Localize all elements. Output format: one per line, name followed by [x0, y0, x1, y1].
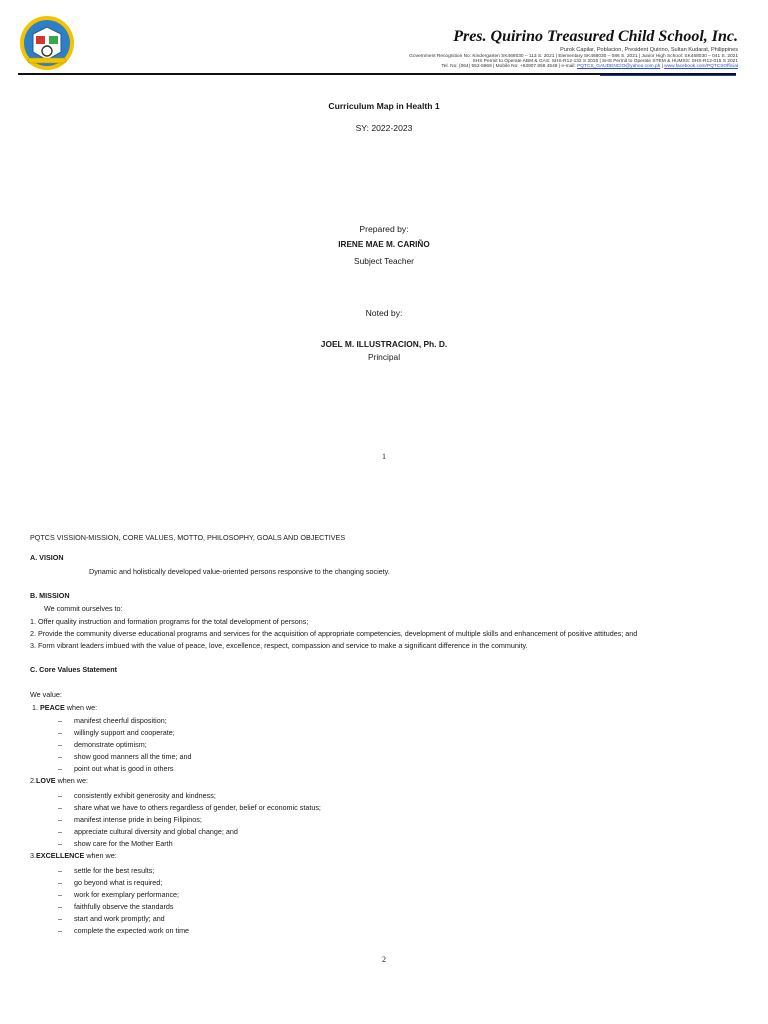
core-value-heading — [32, 703, 97, 712]
core-value-item: manifest cheerful disposition; — [74, 716, 167, 725]
core-value-item: settle for the best results; — [74, 866, 155, 875]
website-link[interactable]: www.facebook.com/PQTCSOfficial — [664, 64, 738, 70]
school-address-block — [409, 47, 738, 70]
preparer-name: IRENE MAE M. CARIÑO — [338, 240, 430, 249]
core-value-number: 2. — [30, 776, 36, 785]
school-year: SY: 2022-2023 — [355, 123, 413, 133]
core-value-heading — [30, 851, 117, 860]
address-line: Purok Capilar, Poblacion, President Quirino, Sultan Kudarat, Philippines — [560, 47, 738, 53]
core-value-item: willingly support and cooperate; — [74, 728, 175, 737]
core-value-item: manifest intense pride in being Filipinos; — [74, 815, 202, 824]
core-value-name: EXCELLENCE — [36, 851, 85, 860]
contact-prefix: Tel. No: (064) 552-5969 | Mobile No: +63907 858 4548 | e-mail: — [441, 64, 578, 70]
preparer-role: Subject Teacher — [354, 256, 414, 266]
core-value-item: show care for the Mother Earth — [74, 839, 173, 848]
core-value-item: point out what is good in others — [74, 764, 174, 773]
core-value-item: complete the expected work on time — [74, 926, 190, 935]
bullet-dash: – — [58, 752, 62, 761]
school-name: Pres. Quirino Treasured Child School, Inc. — [453, 28, 738, 45]
core-value-item: faithfully observe the standards — [74, 902, 174, 911]
bullet-dash: – — [58, 902, 62, 911]
core-values-label: C. Core Values Statement — [30, 665, 118, 674]
core-value-item: share what we have to others regardless of gender, belief or economic status; — [74, 803, 321, 812]
bullet-dash: – — [58, 926, 62, 935]
noter-role: Principal — [367, 352, 401, 362]
core-value-number: 1. — [32, 703, 40, 712]
bullet-dash: – — [58, 791, 62, 800]
noted-by-label: Noted by: — [365, 308, 403, 318]
bullet-dash: – — [58, 728, 62, 737]
email-link[interactable]: PQTCS_GAUDENCIO@yahoo.com.ph — [577, 64, 661, 70]
header-accent-line — [600, 75, 736, 76]
mission-item: 3. Form vibrant leaders imbued with the value of peace, love, excellence, respect, compassion and service to make a significant difference in the community. — [30, 641, 528, 650]
recognition-line: Government Recognition No: Kindergarten SK468030 – 113 S. 2021 | Elementary SK468030 – 086 S. 2021 | Junior High School: SK468030 – 041 S. 2021 — [409, 53, 738, 59]
contact-line — [409, 64, 738, 69]
school-logo — [18, 14, 76, 72]
core-value-item: start and work promptly; and — [74, 914, 165, 923]
core-value-item: consistently exhibit generosity and kindness; — [74, 791, 216, 800]
core-value-item: work for exemplary performance; — [74, 890, 180, 899]
core-value-item: go beyond what is required; — [74, 878, 163, 887]
core-value-suffix: when we: — [84, 851, 117, 860]
contact-separator: | — [660, 64, 665, 70]
core-value-suffix: when we: — [55, 776, 88, 785]
mission-item: 2. Provide the community diverse educational programs and services for the acquisition of appropriate competencies, development of multiple skills and enhancement of positive attitudes; and — [30, 629, 638, 638]
bullet-dash: – — [58, 866, 62, 875]
core-value-number: 3. — [30, 851, 36, 860]
bullet-dash: – — [58, 716, 62, 725]
document-title: Curriculum Map in Health 1 — [328, 101, 440, 111]
vision-label: A. VISION — [30, 553, 64, 562]
core-value-name: PEACE — [40, 703, 65, 712]
core-value-name: LOVE — [36, 776, 56, 785]
page-number: 2 — [382, 955, 386, 964]
core-value-item: appreciate cultural diversity and global change; and — [74, 827, 238, 836]
bullet-dash: – — [58, 803, 62, 812]
section-heading: PQTCS VISSION-MISSION, CORE VALUES, MOTTO, PHILOSOPHY, GOALS AND OBJECTIVES — [30, 533, 346, 542]
mission-label: B. MISSION — [30, 591, 70, 600]
mission-intro: We commit ourselves to: — [44, 604, 123, 613]
bullet-dash: – — [58, 914, 62, 923]
core-value-item: show good manners all the time; and — [74, 752, 192, 761]
bullet-dash: – — [58, 815, 62, 824]
page-number: 1 — [382, 452, 386, 461]
bullet-dash: – — [58, 878, 62, 887]
core-value-suffix: when we: — [64, 703, 98, 712]
mission-item: 1. Offer quality instruction and formation programs for the total development of persons; — [30, 617, 309, 626]
permit-line: SHS Permit to Operate ABM & GAS: SHS-R12-132 S 2016 | SHS Permit to Operate STEM & HUMSS: SHS-R12-015 S 2021 — [472, 59, 738, 64]
bullet-dash: – — [58, 827, 62, 836]
noter-name: JOEL M. ILLUSTRACION, Ph. D. — [320, 339, 448, 349]
we-value-label: We value: — [30, 690, 62, 699]
bullet-dash: – — [58, 740, 62, 749]
core-value-item: demonstrate optimism; — [74, 740, 147, 749]
prepared-by-label: Prepared by: — [359, 224, 409, 234]
bullet-dash: – — [58, 764, 62, 773]
bullet-dash: – — [58, 839, 62, 848]
bullet-dash: – — [58, 890, 62, 899]
vision-text: Dynamic and holistically developed value-oriented persons responsive to the changing society. — [89, 567, 390, 576]
core-value-heading — [30, 776, 88, 785]
